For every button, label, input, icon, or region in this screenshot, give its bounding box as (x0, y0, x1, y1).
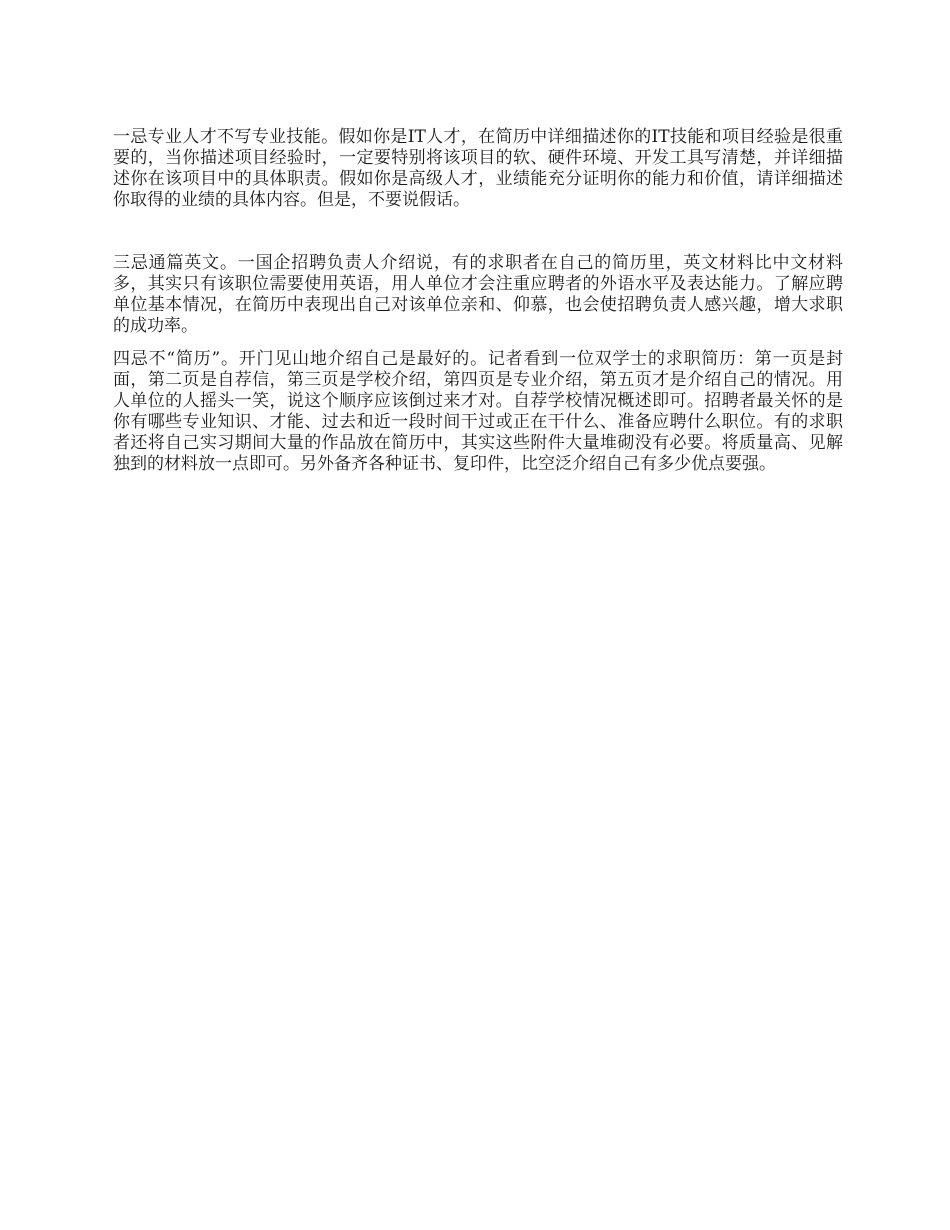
paragraph-spacer (113, 211, 843, 253)
paragraph-spacer (113, 337, 843, 349)
paragraph-not-concise: 四忌不“简历”。开门见山地介绍自己是最好的。记者看到一位双学士的求职简历：第一页是封面，第二页是自荐信，第三页是学校介绍，第四页是专业介绍，第五页才是介绍自己的情况。用人单位的人摇头一笑，说这个顺序应该倒过来才对。自荐学校情况概述即可。招聘者最关怀的是你有哪些专业知识、才能、过去和近一段时间干过或正在干什么、准备应聘什么职位。有的求职者还将自己实习期间大量的作品放在简历中，其实这些附件大量堆砌没有必要。将质量高、见解独到的材料放一点即可。另外备齐各种证书、复印件，比空泛介绍自己有多少优点要强。 (113, 349, 843, 474)
paragraph-professional-skills: 一忌专业人才不写专业技能。假如你是IT人才，在简历中详细描述你的IT技能和项目经验是很重要的，当你描述项目经验时，一定要特别将该项目的软、硬件环境、开发工具写清楚，并详细描述你在该项目中的具体职责。假如你是高级人才，业绩能充分证明你的能力和价值，请详细描述你取得的业绩的具体内容。但是，不要说假话。 (113, 127, 843, 210)
document-body (113, 127, 843, 475)
paragraph-all-english: 三忌通篇英文。一国企招聘负责人介绍说，有的求职者在自己的简历里，英文材料比中文材料多，其实只有该职位需要使用英语，用人单位才会注重应聘者的外语水平及表达能力。了解应聘单位基本情况，在简历中表现出自己对该单位亲和、仰慕，也会使招聘负责人感兴趣，增大求职的成功率。 (113, 253, 843, 336)
